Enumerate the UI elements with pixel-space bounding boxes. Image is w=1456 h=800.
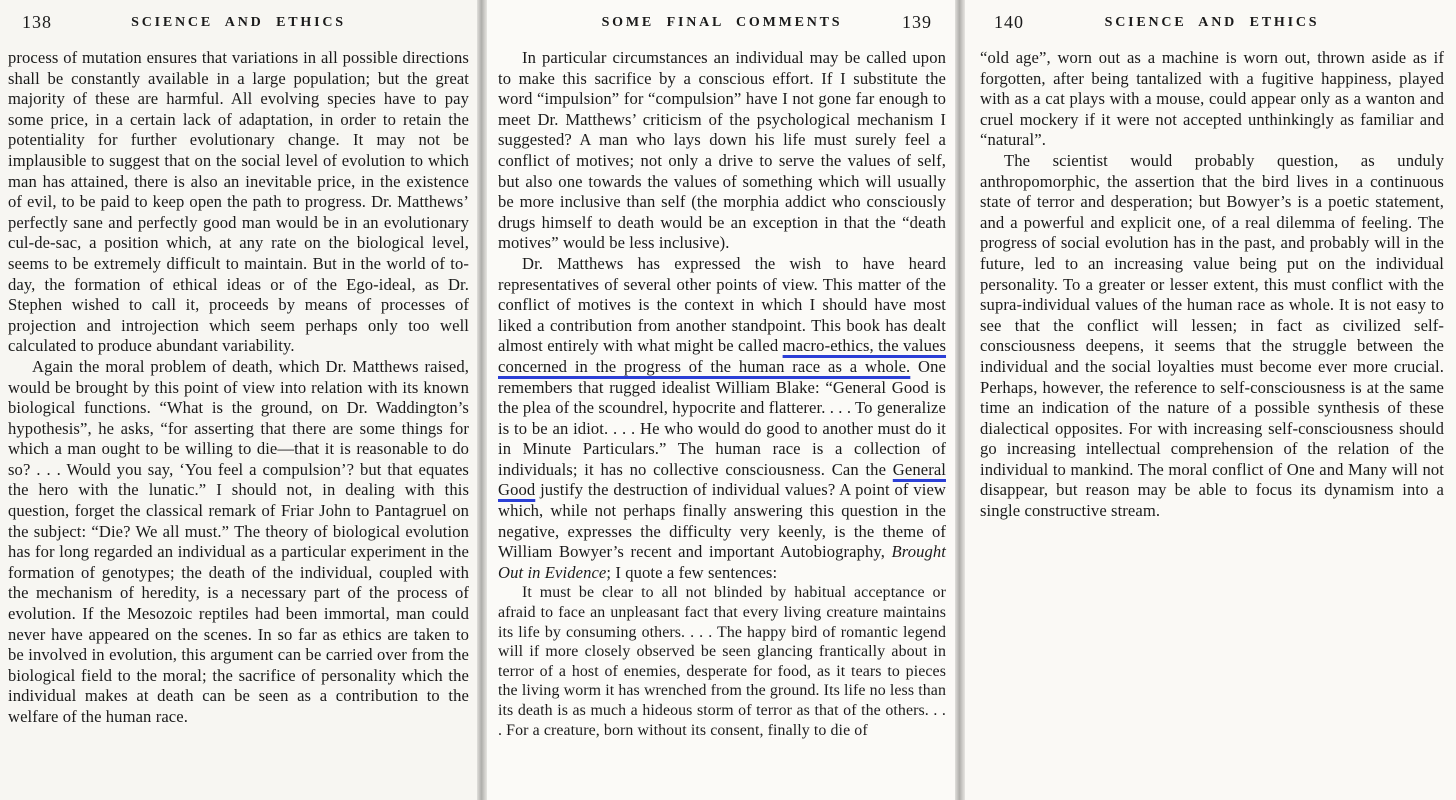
paragraph: Again the moral problem of death, which Dr. Matthews raised, would be brought by this point of view into relation with its known biological functions. “What is the ground, on Dr. Waddington’s hypothesis”, he asks, “for asserting that there are some things for which a man ought to be willing to die—that it is reasonable to do so? . . . Would you say, ‘You feel a compulsion’? but that equates the hero with the lunatic.” I should not, in dealing with this question, forget the classical remark of Friar John to Pantagruel on the subject: “Die? We all must.” The theory of biological evolution has for long regarded an individual as a particular experiment in the formation of genotypes; the death of the individual, coupled with the mechanism of heredity, is a necessary part of the process of evolution. If the Mesozoic reptiles had been immortal, man could never have appeared on the scenes. In so far as ethics are taken to be involved in evolution, this argument can be carried over from the biological field to the moral; the sacrifice of personality which the individual makes at death can be seen as a contribution to the welfare of the human race. xyxy=(8,356,469,726)
page-gutter xyxy=(955,0,965,800)
book-title-italic: Brought Out in Evidence xyxy=(498,542,946,582)
page-body xyxy=(980,48,1444,522)
paragraph-text: Dr. Matthews has expressed the wish to have heard representatives of several other points of view. This matter of the conflict of motives is the context in which I should have most liked a contribution from another standpoint. This book has dealt almost entirely with what might be called xyxy=(498,253,946,356)
page-gutter xyxy=(477,0,487,800)
running-header: SCIENCE AND ETHICS xyxy=(131,15,346,30)
page-body xyxy=(498,48,946,740)
page-header-140 xyxy=(980,12,1444,36)
running-header: SOME FINAL COMMENTS xyxy=(601,15,843,30)
page-body xyxy=(8,48,469,728)
paragraph xyxy=(498,254,946,584)
paragraph: In particular circumstances an individual may be called upon to make this sacrifice by a conscious effort. If I substitute the word “impulsion” for “compulsion” have I not gone far enough to meet Dr. Matthews’ criticism of the psychological mechanism I suggested? A man who lays down his life must surely feel a conflict of motives; not only a drive to serve the values of self, but also one towards the values of something which will usually be more inclusive than self (the morphia addict who consciously drugs himself to death would be an exception in that the “death motives” would be less inclusive). xyxy=(498,48,946,253)
paragraph: “old age”, worn out as a machine is worn out, thrown aside as if forgotten, after being tantalized with a fugitive happiness, played with as a cat plays with a mouse, could appear only as a wanton and cruel mockery if it were not accepted unthinkingly as familiar and “natural”. xyxy=(980,48,1444,150)
page-138 xyxy=(0,0,477,800)
paragraph: process of mutation ensures that variations in all possible directions shall be constantly available in a large population; but the great majority of these are harmful. All evolving species have to pay some price, in a certain lack of adaptation, in order to retain the potentiality for further evolutionary change. It may not be implausible to suggest that on the social level of evolution to which man has attained, there is also an inevitable price, in the existence of evil, to be paid to keep open the path to progress. Dr. Matthews’ perfectly sane and perfectly good man would be in an evolutionary cul-de-sac, a position which, at any rate on the biological level, seems to be extremely difficult to maintain. But in the world of to-day, the formation of ethical ideas or of the Ego-ideal, as Dr. Stephen wished to call it, proceeds by means of processes of projection and introjection which seem perhaps only too well calculated to produce abundant variability. xyxy=(8,48,469,356)
page-header-139 xyxy=(498,12,946,36)
block-quote: It must be clear to all not blinded by habitual acceptance or afraid to face an unpleasant fact that every living creature maintains its life by consuming others. . . . The happy bird of romantic legend will if more closely observed be seen glancing frantically about in terror of a host of enemies, desperate for food, as it tears to pieces the living worm it has wrenched from the ground. Its life no less than its death is as much a hideous storm of terror as that of the others. . . . For a creature, born without its consent, finally to die of xyxy=(498,584,946,739)
page-number: 139 xyxy=(902,12,932,32)
page-number: 140 xyxy=(994,12,1024,32)
annotation-underline: General Good xyxy=(498,459,946,500)
page-number: 138 xyxy=(22,12,52,32)
annotation-underline: macro-ethics, the values concerned in the progress of the human race as a whole. xyxy=(498,336,947,376)
running-header: SCIENCE AND ETHICS xyxy=(1104,15,1320,30)
paragraph-text: One remembers that rugged idealist William Blake: “General Good is the plea of the scoundrel, hypocrite and flatterer. . . . To generalize is to be an idiot. . . . He who would do good to another must do it in Minute Particulars.” The human race is a collection of individuals; it has no collective consciousness. Can the xyxy=(498,356,947,479)
page-header-138 xyxy=(8,12,469,36)
page-140 xyxy=(965,0,1456,800)
paragraph: The scientist would probably question, as unduly anthropomorphic, the assertion that the bird lives in a continuous state of terror and desperation; but Bowyer’s is a poetic statement, and a powerful and explicit one, of a real dilemma of feeling. The progress of social evolution has in the past, and probably will in the future, led to an increasing value being put on the individual personality. To a greater or lesser extent, this must conflict with the supra-individual values of the human race as whole. It is not easy to see that the conflict will lessen; in fact as civilized self-consciousness deepens, it seems that the struggle between the individual and the social loyalties must become ever more crucial. Perhaps, however, the reference to self-consciousness is at the same time an indication of the nature of a possible synthesis of these dialectical opposites. For with increasing self-consciousness should go increasing intellectual comprehension of the relation of the individual to mankind. The moral conflict of One and Many will not disappear, but reason may be able to focus its dynamism into a single constructive stream. xyxy=(980,150,1444,521)
page-139 xyxy=(487,0,955,800)
paragraph-text: justify the destruction of individual values? A point of view which, while not perhaps finally answering this question in the negative, expresses the difficulty very keenly, is the theme of William Bowyer’s recent and important Autobiography, xyxy=(498,480,946,562)
paragraph-text: ; I quote a few sentences: xyxy=(606,562,778,582)
